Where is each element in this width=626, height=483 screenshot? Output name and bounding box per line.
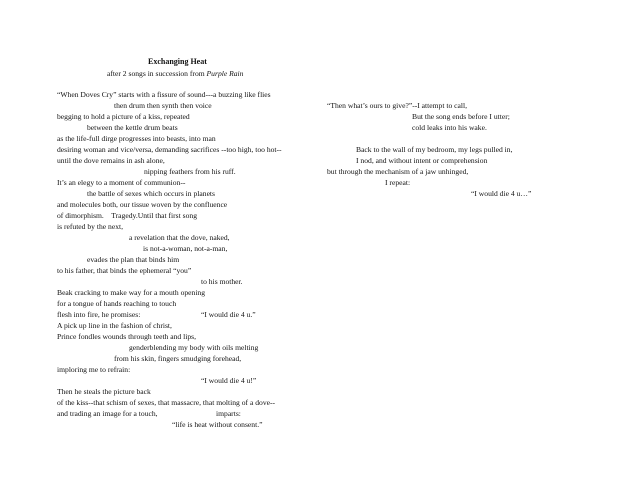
left-line-33: “life is heat without consent.” [172, 420, 263, 429]
left-line-5: as the life-full dirge progresses into beasts, into man [57, 134, 216, 143]
left-line-7: until the dove remains in ash alone, [57, 156, 165, 165]
left-line-4: between the kettle drum beats [87, 123, 178, 132]
left-line-9: It’s an elegy to a moment of communion-- [57, 178, 186, 187]
left-line-8: nipping feathers from his ruff. [144, 167, 236, 176]
subtitle-prefix: after 2 songs in succession from [107, 69, 207, 78]
right-line-3: cold leaks into his wake. [412, 123, 487, 132]
left-line-21: flesh into fire, he promises: [57, 310, 141, 319]
left-line-11: and molecules both, our tissue woven by the confluence [57, 200, 228, 209]
right-line-8: “I would die 4 u…” [471, 189, 532, 198]
left-line-28: “I would die 4 u!” [201, 376, 257, 385]
left-line-30: of the kiss--that schism of sexes, that massacre, that molting of a dove-- [57, 398, 276, 407]
left-line-19: Beak cracking to make way for a mouth opening [57, 288, 206, 297]
left-line-10: the battle of sexes which occurs in planets [87, 189, 215, 198]
right-line-5: I nod, and without intent or comprehension [356, 156, 488, 165]
left-line-1: “When Doves Cry” starts with a fissure of sound---a buzzing like flies [57, 90, 271, 99]
poem-subtitle [107, 68, 243, 79]
subtitle-album: Purple Rain [206, 69, 244, 78]
right-line-1: “Then what’s ours to give?”--I attempt to call, [327, 101, 468, 110]
right-line-6: but through the mechanism of a jaw unhinged, [327, 167, 469, 176]
left-line-14: a revelation that the dove, naked, [129, 233, 230, 242]
right-line-7: I repeat: [385, 178, 411, 187]
left-line-2: then drum then synth then voice [114, 101, 212, 110]
left-line-18: to his mother. [201, 277, 243, 286]
left-line-22: “I would die 4 u.” [201, 310, 256, 319]
left-line-12: of dimorphism. Tragedy.Until that first song [57, 211, 197, 220]
left-line-13: is refuted by the next, [57, 222, 124, 231]
left-line-20: for a tongue of hands reaching to touch [57, 299, 177, 308]
left-line-29: Then he steals the picture back [57, 387, 151, 396]
left-line-24: Prince fondles wounds through teeth and lips, [57, 332, 196, 341]
left-line-27: imploring me to refrain: [57, 365, 131, 374]
left-line-26: from his skin, fingers smudging forehead, [114, 354, 242, 363]
left-line-32: imparts: [216, 409, 241, 418]
poem-title: Exchanging Heat [148, 57, 207, 66]
left-line-16: evades the plan that binds him [87, 255, 180, 264]
left-line-17: to his father, that binds the ephemeral “you” [57, 266, 192, 275]
left-line-15: is not-a-woman, not-a-man, [143, 244, 228, 253]
left-line-6: desiring woman and vice/versa, demanding sacrifices --too high, too hot-- [57, 145, 282, 154]
right-line-4: Back to the wall of my bedroom, my legs pulled in, [356, 145, 513, 154]
left-line-25: genderblending my body with oils melting [129, 343, 259, 352]
right-line-2: But the song ends before I utter; [412, 112, 510, 121]
left-line-31: and trading an image for a touch, [57, 409, 158, 418]
left-line-23: A pick up line in the fashion of christ, [57, 321, 172, 330]
left-line-3: begging to hold a picture of a kiss, repeated [57, 112, 190, 121]
